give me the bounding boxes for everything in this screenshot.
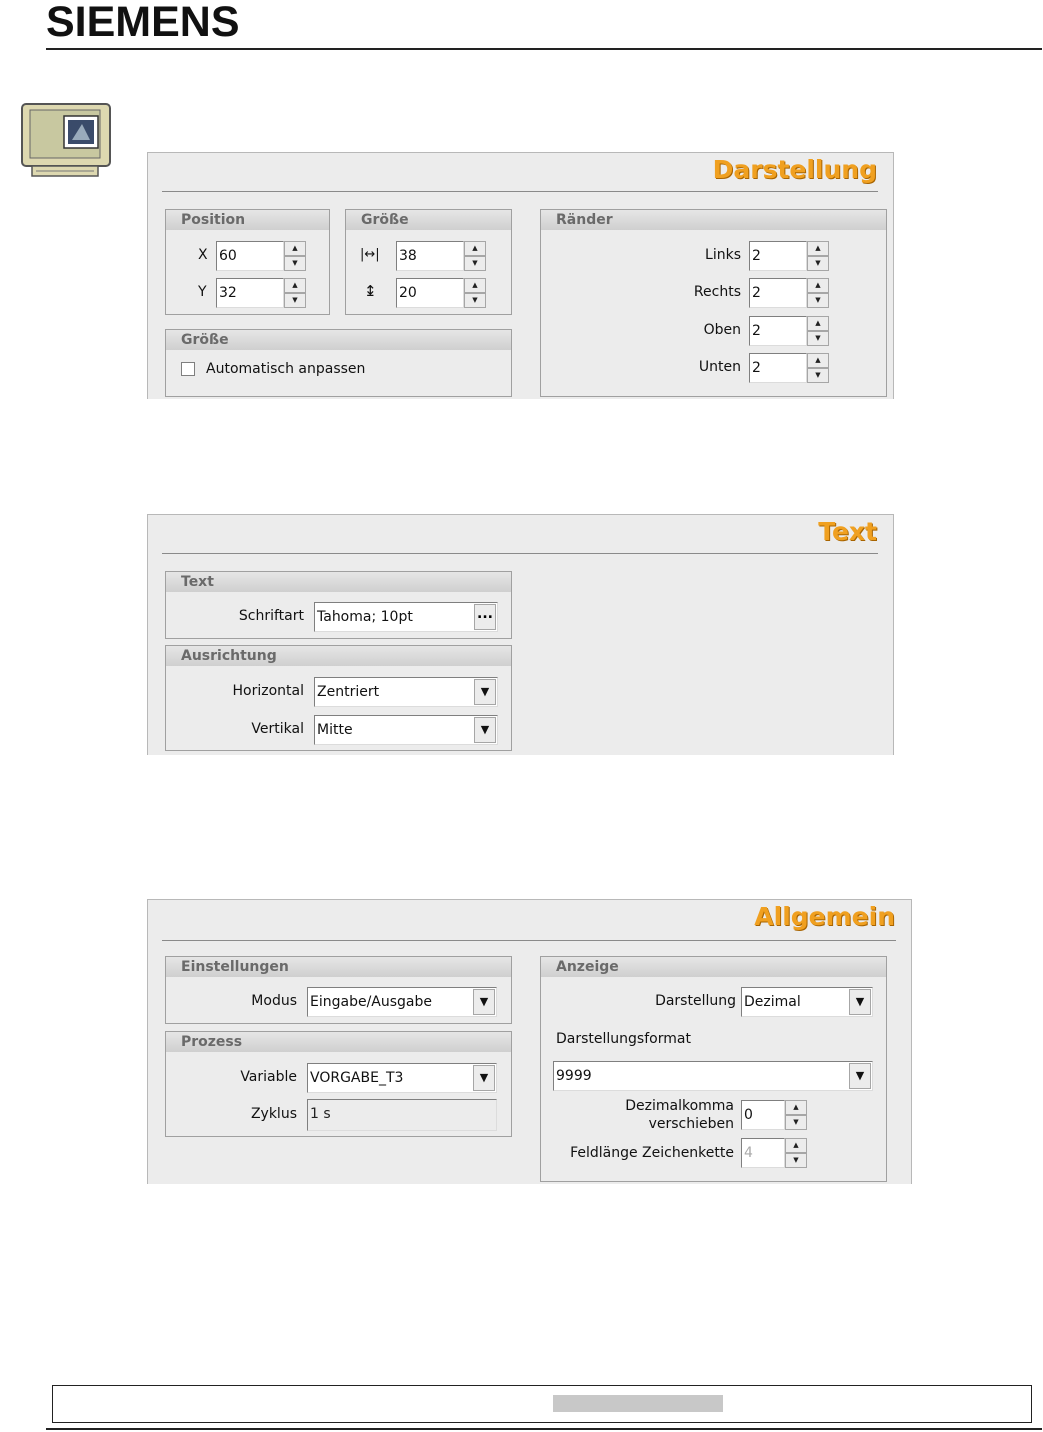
links-label: Links xyxy=(705,247,741,263)
spin-up-icon[interactable]: ▲ xyxy=(464,241,486,256)
variable-select[interactable]: VORGABE_T3 xyxy=(307,1063,497,1093)
header-divider xyxy=(46,48,1042,50)
group-header: Anzeige xyxy=(541,957,886,977)
feldlaenge-label: Feldlänge Zeichenkette xyxy=(570,1145,734,1161)
spin-down-icon[interactable]: ▼ xyxy=(284,256,306,271)
spin-up-icon[interactable]: ▲ xyxy=(464,278,486,293)
oben-input[interactable]: 2 xyxy=(749,316,807,346)
spin-up-icon: ▲ xyxy=(785,1138,807,1153)
x-input[interactable]: 60 xyxy=(216,241,284,271)
height-icon: ↨ xyxy=(364,282,377,300)
spin-down-icon[interactable]: ▼ xyxy=(807,293,829,308)
spin-down-icon[interactable]: ▼ xyxy=(464,256,486,271)
einstellungen-group xyxy=(165,956,512,1024)
variable-label: Variable xyxy=(240,1069,297,1085)
prozess-group xyxy=(165,1031,512,1137)
schriftart-label: Schriftart xyxy=(238,608,304,624)
panel-title: Darstellung xyxy=(712,155,877,184)
group-header: Text xyxy=(166,572,511,592)
rechts-label: Rechts xyxy=(693,284,741,300)
format-label: Darstellungsformat xyxy=(556,1031,691,1047)
dezimal-label-line1: Dezimalkomma xyxy=(625,1098,734,1114)
group-header: Größe xyxy=(166,330,511,350)
title-divider xyxy=(162,940,896,941)
spin-up-icon[interactable]: ▲ xyxy=(807,316,829,331)
width-input[interactable]: 38 xyxy=(396,241,464,271)
spin-down-icon: ▼ xyxy=(785,1153,807,1168)
format-select[interactable]: 9999 xyxy=(553,1061,873,1091)
title-divider xyxy=(162,553,878,554)
font-browse-button[interactable]: ... xyxy=(474,604,496,630)
group-header: Einstellungen xyxy=(166,957,511,977)
dezimal-input[interactable]: 0 xyxy=(741,1100,785,1130)
raender-group xyxy=(540,209,887,397)
width-icon: |↔| xyxy=(360,247,380,262)
group-header: Größe xyxy=(346,210,511,230)
footer-redaction xyxy=(553,1395,723,1412)
spin-up-icon[interactable]: ▲ xyxy=(284,278,306,293)
footer-divider xyxy=(46,1428,1042,1430)
vertikal-select[interactable]: Mitte xyxy=(314,715,498,745)
darstellung-panel xyxy=(147,152,894,399)
group-header: Ausrichtung xyxy=(166,646,511,666)
oben-label: Oben xyxy=(703,322,741,338)
text-group xyxy=(165,571,512,639)
group-header: Position xyxy=(166,210,329,230)
unten-input[interactable]: 2 xyxy=(749,353,807,383)
spin-down-icon[interactable]: ▼ xyxy=(807,256,829,271)
unten-label: Unten xyxy=(698,359,741,375)
auto-size-checkbox[interactable] xyxy=(181,362,195,376)
spin-up-icon[interactable]: ▲ xyxy=(807,278,829,293)
chevron-down-icon[interactable]: ▼ xyxy=(473,989,495,1015)
chevron-down-icon[interactable]: ▼ xyxy=(849,1063,871,1089)
x-label: X xyxy=(198,247,208,263)
horizontal-label: Horizontal xyxy=(232,683,304,699)
siemens-logo: SIEMENS xyxy=(46,0,240,46)
spin-up-icon[interactable]: ▲ xyxy=(284,241,306,256)
auto-size-label: Automatisch anpassen xyxy=(206,361,366,377)
ausrichtung-group xyxy=(165,645,512,751)
chevron-down-icon[interactable]: ▼ xyxy=(849,989,871,1015)
y-input[interactable]: 32 xyxy=(216,278,284,308)
footer-box xyxy=(52,1385,1032,1423)
groesse-group xyxy=(345,209,512,315)
position-group xyxy=(165,209,330,315)
spin-down-icon[interactable]: ▼ xyxy=(807,331,829,346)
group-header: Ränder xyxy=(541,210,886,230)
zyklus-label: Zyklus xyxy=(250,1106,297,1122)
darstellung-label: Darstellung xyxy=(655,993,736,1009)
spin-up-icon[interactable]: ▲ xyxy=(807,353,829,368)
group-header: Prozess xyxy=(166,1032,511,1052)
chevron-down-icon[interactable]: ▼ xyxy=(474,679,496,705)
horizontal-select[interactable]: Zentriert xyxy=(314,677,498,707)
chevron-down-icon[interactable]: ▼ xyxy=(474,717,496,743)
computer-monitor-icon xyxy=(20,102,112,178)
spin-down-icon[interactable]: ▼ xyxy=(284,293,306,308)
modus-select[interactable]: Eingabe/Ausgabe xyxy=(307,987,497,1017)
vertikal-label: Vertikal xyxy=(251,721,304,737)
auto-size-group xyxy=(165,329,512,397)
spin-up-icon[interactable]: ▲ xyxy=(785,1100,807,1115)
dezimal-label-line2: verschieben xyxy=(648,1116,734,1132)
spin-down-icon[interactable]: ▼ xyxy=(464,293,486,308)
y-label: Y xyxy=(198,284,207,300)
height-input[interactable]: 20 xyxy=(396,278,464,308)
title-divider xyxy=(162,191,878,192)
panel-title: Allgemein xyxy=(754,902,895,931)
zyklus-field: 1 s xyxy=(307,1099,497,1131)
dezimal-label xyxy=(625,1097,734,1133)
schriftart-input[interactable]: Tahoma; 10pt xyxy=(314,602,498,632)
darstellung-select[interactable]: Dezimal xyxy=(741,987,873,1017)
links-input[interactable]: 2 xyxy=(749,241,807,271)
text-panel xyxy=(147,514,894,755)
spin-up-icon[interactable]: ▲ xyxy=(807,241,829,256)
feldlaenge-input: 4 xyxy=(741,1138,785,1168)
anzeige-group xyxy=(540,956,887,1182)
chevron-down-icon[interactable]: ▼ xyxy=(473,1065,495,1091)
allgemein-panel xyxy=(147,899,912,1184)
spin-down-icon[interactable]: ▼ xyxy=(807,368,829,383)
rechts-input[interactable]: 2 xyxy=(749,278,807,308)
spin-down-icon[interactable]: ▼ xyxy=(785,1115,807,1130)
panel-title: Text xyxy=(818,517,877,546)
modus-label: Modus xyxy=(251,993,297,1009)
